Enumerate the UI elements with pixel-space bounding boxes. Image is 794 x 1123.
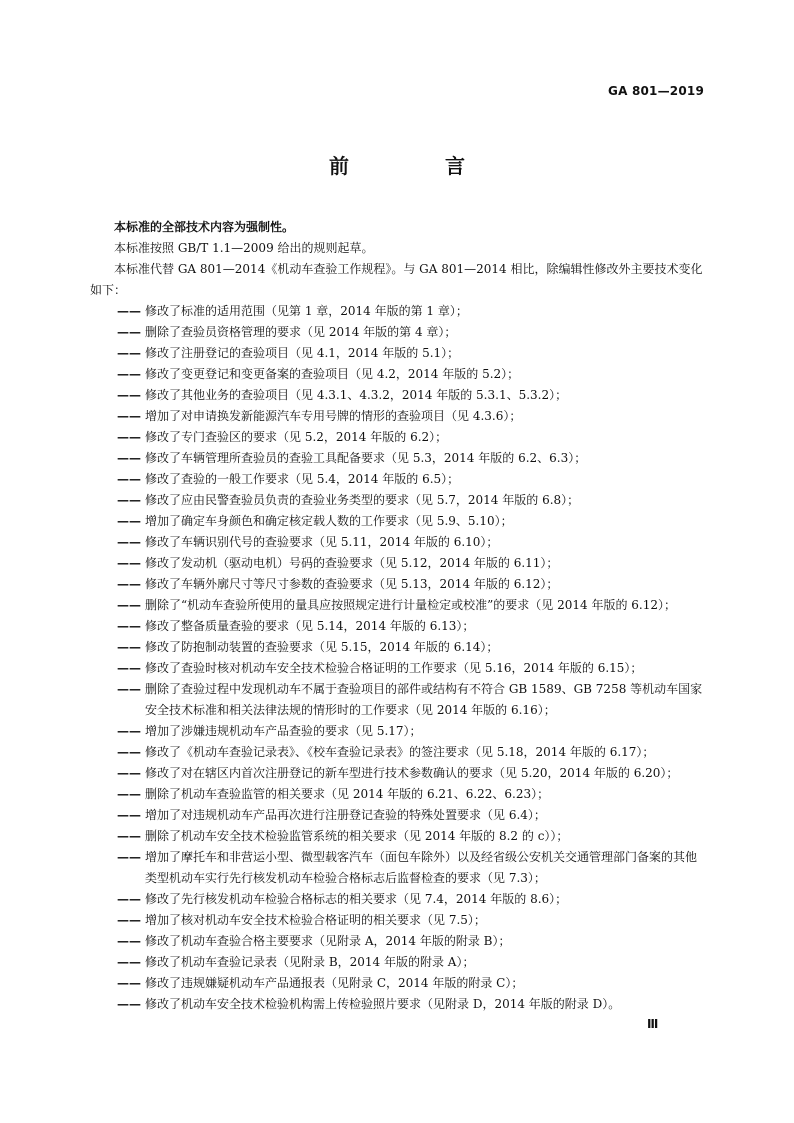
change-item-text: 修改了注册登记的查验项目（见 4.1，2014 年版的 5.1）； (145, 346, 460, 360)
change-list-item (90, 406, 706, 427)
em-dash-marker: —— (117, 577, 141, 591)
change-list-item (90, 574, 706, 595)
change-item-text: 删除了查验过程中发现机动车不属于查验项目的部件或结构有不符合 GB 1589、GB 7258 等机动车国家安全技术标准和相关法律法规的情形时的工作要求（见 2014 年版的 6.16）； (145, 682, 703, 717)
change-list-item (90, 931, 706, 952)
change-list-item (90, 553, 706, 574)
em-dash-marker: —— (117, 829, 141, 843)
change-list-item (90, 595, 706, 616)
change-item-text: 修改了其他业务的查验项目（见 4.3.1、4.3.2，2014 年版的 5.3.1、5.3.2）； (145, 388, 568, 402)
change-item-text: 修改了防抱制动装置的查验要求（见 5.15，2014 年版的 6.14）； (145, 640, 499, 654)
change-item-text: 增加了摩托车和非营运小型、微型载客汽车（面包车除外）以及经省级公安机关交通管理部门备案的其他类型机动车实行先行核发机动车检验合格标志后监督检查的要求（见 7.3）； (145, 850, 698, 885)
em-dash-marker: —— (117, 493, 141, 507)
change-list-item (90, 910, 706, 931)
change-item-text: 修改了机动车查验记录表（见附录 B，2014 年版的附录 A）； (145, 955, 475, 969)
em-dash-marker: —— (117, 892, 141, 906)
em-dash-marker: —— (117, 724, 141, 738)
change-item-text: 增加了涉嫌违规机动车产品查验的要求（见 5.17）； (145, 724, 422, 738)
change-list-item (90, 784, 706, 805)
em-dash-marker: —— (117, 808, 141, 822)
change-list-item (90, 679, 706, 721)
change-list-item (90, 826, 706, 847)
change-list-item (90, 511, 706, 532)
standard-code: GA 801—2019 (608, 84, 704, 98)
mandatory-statement: 本标准的全部技术内容为强制性。 (114, 220, 295, 234)
change-item-text: 修改了专门查验区的要求（见 5.2，2014 年版的 6.2）； (145, 430, 448, 444)
change-item-text: 增加了核对机动车安全技术检验合格证明的相关要求（见 7.5）； (145, 913, 486, 927)
change-list-item (90, 469, 706, 490)
change-item-text: 删除了“机动车查验所使用的量具应按照规定进行计量检定或校准”的要求（见 2014 年版的 6.12）； (145, 598, 676, 612)
change-list-item (90, 301, 706, 322)
em-dash-marker: —— (117, 472, 141, 486)
change-item-text: 修改了违规嫌疑机动车产品通报表（见附录 C，2014 年版的附录 C）； (145, 976, 524, 990)
change-list-item (90, 322, 706, 343)
em-dash-marker: —— (117, 976, 141, 990)
change-item-text: 修改了整备质量查验的要求（见 5.14，2014 年版的 6.13）； (145, 619, 475, 633)
change-list-item (90, 448, 706, 469)
em-dash-marker: —— (117, 388, 141, 402)
change-item-text: 增加了对申请换发新能源汽车专用号牌的情形的查验项目（见 4.3.6）； (145, 409, 522, 423)
change-list-item (90, 952, 706, 973)
change-list-item (90, 805, 706, 826)
em-dash-marker: —— (117, 367, 141, 381)
change-item-text: 修改了查验时核对机动车安全技术检验合格证明的工作要求（见 5.16，2014 年版的 6.15）； (145, 661, 643, 675)
em-dash-marker: —— (117, 556, 141, 570)
change-item-text: 修改了发动机（驱动电机）号码的查验要求（见 5.12，2014 年版的 6.11）； (145, 556, 559, 570)
em-dash-marker: —— (117, 934, 141, 948)
change-item-text: 修改了标准的适用范围（见第 1 章，2014 年版的第 1 章）； (145, 304, 468, 318)
em-dash-marker: —— (117, 346, 141, 360)
change-list-item (90, 658, 706, 679)
em-dash-marker: —— (117, 514, 141, 528)
change-list-item (90, 490, 706, 511)
change-list-item (90, 742, 706, 763)
change-item-text: 增加了确定车身颜色和确定核定载人数的工作要求（见 5.9、5.10）； (145, 514, 513, 528)
em-dash-marker: —— (117, 913, 141, 927)
change-item-text: 修改了车辆外廓尺寸等尺寸参数的查验要求（见 5.13，2014 年版的 6.12）； (145, 577, 559, 591)
change-item-text: 删除了机动车安全技术检验监管系统的相关要求（见 2014 年版的 8.2 的 c））； (145, 829, 569, 843)
drafting-rules-statement: 本标准按照 GB/T 1.1—2009 给出的规则起草。 (114, 241, 374, 255)
em-dash-marker: —— (117, 682, 141, 696)
change-list-item (90, 364, 706, 385)
change-list-item (90, 973, 706, 994)
em-dash-marker: —— (117, 409, 141, 423)
page-number: Ⅲ (647, 1017, 659, 1031)
change-list-item (90, 385, 706, 406)
em-dash-marker: —— (117, 955, 141, 969)
em-dash-marker: —— (117, 535, 141, 549)
em-dash-marker: —— (117, 325, 141, 339)
change-item-text: 增加了对违规机动车产品再次进行注册登记查验的特殊处置要求（见 6.4）； (145, 808, 546, 822)
change-list-item (90, 616, 706, 637)
document-body (90, 217, 706, 1015)
change-item-text: 修改了应由民警查验员负责的查验业务类型的要求（见 5.7，2014 年版的 6.8）； (145, 493, 580, 507)
change-list-item (90, 763, 706, 784)
change-item-text: 修改了先行核发机动车检验合格标志的相关要求（见 7.4，2014 年版的 8.6）； (145, 892, 568, 906)
change-list-item (90, 532, 706, 553)
change-item-text: 修改了车辆识别代号的查验要求（见 5.11，2014 年版的 6.10）； (145, 535, 499, 549)
change-list-item (90, 847, 706, 889)
em-dash-marker: —— (117, 766, 141, 780)
em-dash-marker: —— (117, 787, 141, 801)
change-item-text: 删除了机动车查验监管的相关要求（见 2014 年版的 6.21、6.22、6.23）； (145, 787, 550, 801)
page-title: 前 言 (329, 154, 503, 178)
change-list (90, 301, 706, 1015)
change-list-item (90, 721, 706, 742)
change-item-text: 修改了机动车查验合格主要要求（见附录 A，2014 年版的附录 B）； (145, 934, 511, 948)
em-dash-marker: —— (117, 304, 141, 318)
em-dash-marker: —— (117, 619, 141, 633)
change-list-item (90, 343, 706, 364)
change-item-text: 修改了对在辖区内首次注册登记的新车型进行技术参数确认的要求（见 5.20，2014 年版的 6.20）； (145, 766, 679, 780)
change-list-item (90, 994, 706, 1015)
em-dash-marker: —— (117, 451, 141, 465)
change-item-text: 修改了车辆管理所查验员的查验工具配备要求（见 5.3，2014 年版的 6.2、6.3）； (145, 451, 587, 465)
change-list-item (90, 637, 706, 658)
replacement-statement: 本标准代替 GA 801—2014《机动车查验工作规程》。与 GA 801—2014 相比，除编辑性修改外主要技术变化如下： (90, 262, 703, 297)
em-dash-marker: —— (117, 997, 141, 1011)
change-item-text: 修改了变更登记和变更备案的查验项目（见 4.2，2014 年版的 5.2）； (145, 367, 520, 381)
em-dash-marker: —— (117, 598, 141, 612)
em-dash-marker: —— (117, 430, 141, 444)
change-list-item (90, 889, 706, 910)
em-dash-marker: —— (117, 745, 141, 759)
em-dash-marker: —— (117, 850, 141, 864)
change-list-item (90, 427, 706, 448)
change-item-text: 修改了查验的一般工作要求（见 5.4，2014 年版的 6.5）； (145, 472, 460, 486)
change-item-text: 删除了查验员资格管理的要求（见 2014 年版的第 4 章）； (145, 325, 457, 339)
change-item-text: 修改了机动车安全技术检验机构需上传检验照片要求（见附录 D，2014 年版的附录 D）。 (145, 997, 621, 1011)
em-dash-marker: —— (117, 640, 141, 654)
em-dash-marker: —— (117, 661, 141, 675)
change-item-text: 修改了《机动车查验记录表》、《校车查验记录表》的签注要求（见 5.18，2014 年版的 6.17）； (145, 745, 655, 759)
